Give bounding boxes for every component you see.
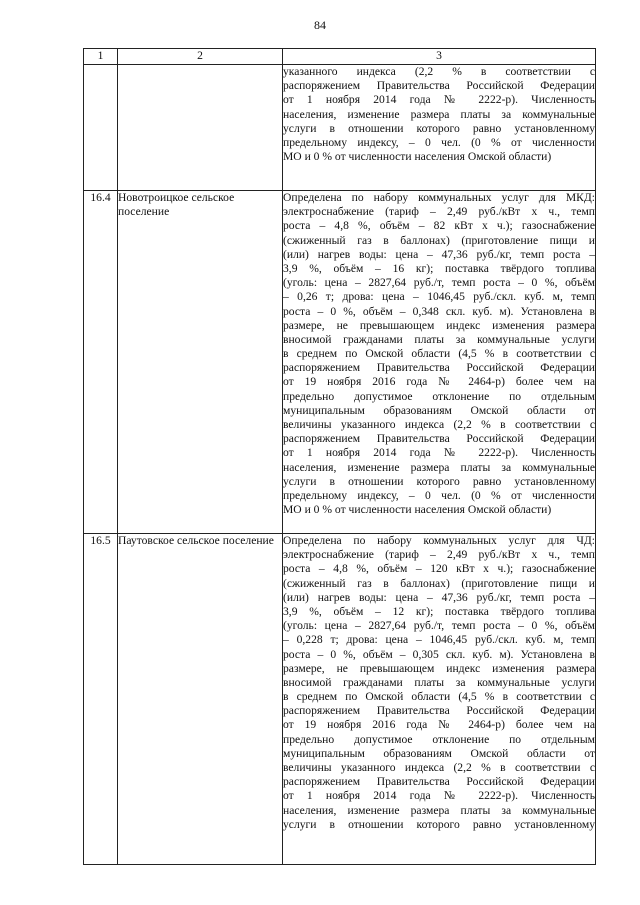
text-line: распоряжением Правительства Российской Федерации xyxy=(283,432,595,446)
text-line: услуги в отношении которого равно установленному xyxy=(283,121,595,135)
text-line: 3,9 %, объём – 12 кг); поставка твёрдого топлива xyxy=(283,604,595,618)
row-description xyxy=(283,191,596,534)
column-header-3: 3 xyxy=(283,49,596,65)
text-line: услуги в отношении которого равно установленному xyxy=(283,817,595,831)
text-line: от 19 ноября 2016 года № 2464-р) более чем на xyxy=(283,375,595,389)
text-line: 3,9 %, объём – 16 кг); поставка твёрдого топлива xyxy=(283,261,595,275)
text-line: распоряжением Правительства Российской Федерации xyxy=(283,775,595,789)
row-number xyxy=(84,65,118,191)
text-line: муниципальным образованиям Омской области от xyxy=(283,746,595,760)
text-line: населения, изменение размера платы за коммунальные xyxy=(283,460,595,474)
text-line: электроснабжение (тариф – 2,49 руб./кВт х ч., темп xyxy=(283,205,595,219)
text-line: МО и 0 % от численности населения Омской области) xyxy=(283,150,552,164)
text-line: распоряжением Правительства Российской Федерации xyxy=(283,79,595,93)
municipality-name: Паутовское сельское поселение xyxy=(118,534,283,865)
text-line: предельно допустимое отклонение по отдельным xyxy=(283,732,595,746)
text-line: роста – 0 %, объём – 0,305 скл. куб. м). Установлена в xyxy=(283,647,595,661)
text-line: (уголь: цена – 2827,64 руб./т, темп роста – 0 %, объём xyxy=(283,619,595,633)
table-row xyxy=(84,65,596,191)
text-line: (сжиженный газ в баллонах) (приготовление пищи и xyxy=(283,576,595,590)
text-line: (сжиженный газ в баллонах) (приготовление пищи и xyxy=(283,233,595,247)
text-line: предельно допустимое отклонение по отдельным xyxy=(283,389,595,403)
text-line: услуги в отношении которого равно установленному xyxy=(283,474,595,488)
text-line: МО и 0 % от численности населения Омской области) xyxy=(283,503,552,517)
text-line: Определена по набору коммунальных услуг для МКД: xyxy=(283,191,595,204)
row-description xyxy=(283,65,596,191)
text-line: – 0,26 т; дрова: цена – 1046,45 руб./скл. куб. м, темп xyxy=(283,290,595,304)
column-header-1: 1 xyxy=(84,49,118,65)
text-line: величины указанного индекса (2,2 % в соответствии с xyxy=(283,761,595,774)
text-line: электроснабжение (тариф – 2,49 руб./кВт х ч., темп xyxy=(283,548,595,562)
text-line: от 1 ноября 2014 года № 2222-р). Численность xyxy=(283,789,595,803)
text-line: Определена по набору коммунальных услуг для ЧД: xyxy=(283,534,595,547)
text-line: предельному индексу, – 0 чел. (0 % от численности xyxy=(283,488,595,502)
text-line: от 19 ноября 2016 года № 2464-р) более чем на xyxy=(283,718,595,732)
text-line: указанного индекса (2,2 % в соответствии с xyxy=(283,65,595,78)
text-line: населения, изменение размера платы за коммунальные xyxy=(283,803,595,817)
table-row xyxy=(84,191,596,534)
row-number: 16.5 xyxy=(84,534,118,865)
row-description xyxy=(283,534,596,865)
text-line: в среднем по Омской области (4,5 % в соответствии с xyxy=(283,690,595,704)
text-line: – 0,228 т; дрова: цена – 1046,45 руб./скл. куб. м, темп xyxy=(283,633,595,647)
text-line: вносимой гражданами платы за коммунальные услуги xyxy=(283,332,595,346)
table-header-row xyxy=(84,49,596,65)
text-line: вносимой гражданами платы за коммунальные услуги xyxy=(283,675,595,689)
data-table xyxy=(83,48,596,865)
text-line: (или) нагрев воды: цена – 47,36 руб./кг, темп роста – xyxy=(283,247,595,261)
text-line: роста – 4,8 %, объём – 82 кВт х ч.); газоснабжение xyxy=(283,219,595,233)
municipality-name xyxy=(118,65,283,191)
text-line: роста – 0 %, объём – 0,348 скл. куб. м). Установлена в xyxy=(283,304,595,318)
text-line: размере, не превышающем индекс изменения размера xyxy=(283,661,595,675)
text-line: (или) нагрев воды: цена – 47,36 руб./кг, темп роста – xyxy=(283,590,595,604)
page-number: 84 xyxy=(314,18,326,32)
text-line: роста – 4,8 %, объём – 120 кВт х ч.); газоснабжение xyxy=(283,562,595,576)
text-line: в среднем по Омской области (4,5 % в соответствии с xyxy=(283,347,595,361)
table-row xyxy=(84,534,596,865)
text-line: (уголь: цена – 2827,64 руб./т, темп роста – 0 %, объём xyxy=(283,276,595,290)
text-line: величины указанного индекса (2,2 % в соответствии с xyxy=(283,418,595,431)
text-line: от 1 ноября 2014 года № 2222-р). Численность xyxy=(283,446,595,460)
municipality-name: Новотроицкое сельское поселение xyxy=(118,191,283,534)
text-line: предельному индексу, – 0 чел. (0 % от численности xyxy=(283,135,595,149)
text-line: распоряжением Правительства Российской Федерации xyxy=(283,704,595,718)
text-line: муниципальным образованиям Омской области от xyxy=(283,403,595,417)
text-line: от 1 ноября 2014 года № 2222-р). Численность xyxy=(283,93,595,107)
text-line: размере, не превышающем индекс изменения размера xyxy=(283,318,595,332)
text-line: распоряжением Правительства Российской Федерации xyxy=(283,361,595,375)
row-number: 16.4 xyxy=(84,191,118,534)
text-line: населения, изменение размера платы за коммунальные xyxy=(283,107,595,121)
column-header-2: 2 xyxy=(118,49,283,65)
